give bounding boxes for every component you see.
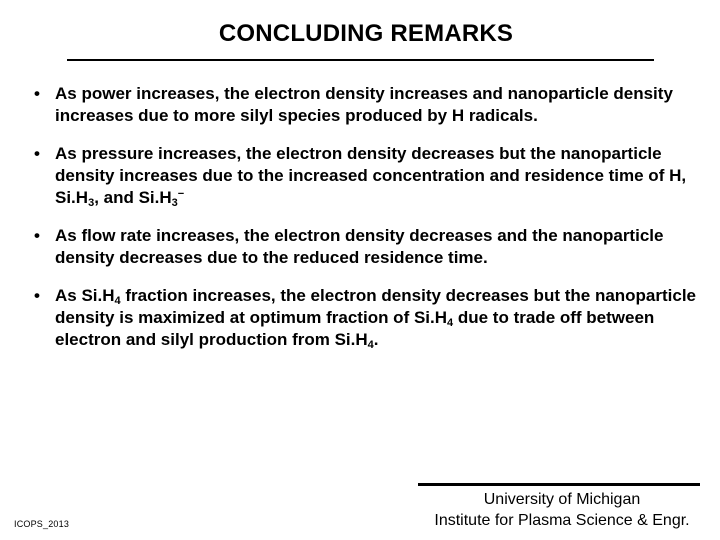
bullet-text: As flow rate increases, the electron density decreases and the nanoparticle density decreases due to the reduced residence time. [55, 226, 664, 267]
bullet-list [34, 83, 704, 351]
bullet-icon: • [34, 84, 40, 103]
subscript: 3 [88, 197, 95, 209]
bullet-text: , and Si.H [94, 188, 172, 207]
subscript: 4 [447, 317, 454, 329]
subscript: 4 [367, 339, 374, 351]
title-underline [67, 59, 654, 61]
footer-divider [418, 483, 700, 486]
affiliation-block [417, 489, 707, 531]
bullet-text: . [373, 330, 379, 349]
bullet-icon: • [34, 226, 40, 245]
superscript: − [177, 188, 185, 200]
bullet-item-pressure [34, 143, 704, 209]
bullet-icon: • [34, 144, 40, 163]
subscript: 4 [114, 295, 121, 307]
slide-title: CONCLUDING REMARKS [218, 20, 514, 47]
bullet-item-flow-rate [34, 225, 704, 269]
bullet-text: As power increases, the electron density increases and nanoparticle density increases due to more silyl species produced by H radicals. [55, 84, 673, 125]
bullet-text: As Si.H [55, 286, 115, 305]
bullet-item-power [34, 83, 704, 127]
bullet-text: As pressure increases, the electron density decreases but the nanoparticle density increases due to the increased concentration and residence time of H, Si.H [55, 144, 687, 207]
bullet-icon: • [34, 286, 40, 305]
subscript: 3 [171, 197, 178, 209]
conference-label: ICOPS_2013 [14, 519, 70, 529]
bullet-item-sih4-fraction [34, 285, 704, 351]
affiliation-institute: Institute for Plasma Science & Engr. [434, 512, 690, 529]
bullet-text: fraction increases, the electron density decreases but the nanoparticle density is maximized at optimum fraction of Si.H [55, 286, 697, 327]
bullet-text: due to trade off between electron and silyl production from Si.H [55, 308, 655, 349]
affiliation-university: University of Michigan [483, 491, 641, 508]
